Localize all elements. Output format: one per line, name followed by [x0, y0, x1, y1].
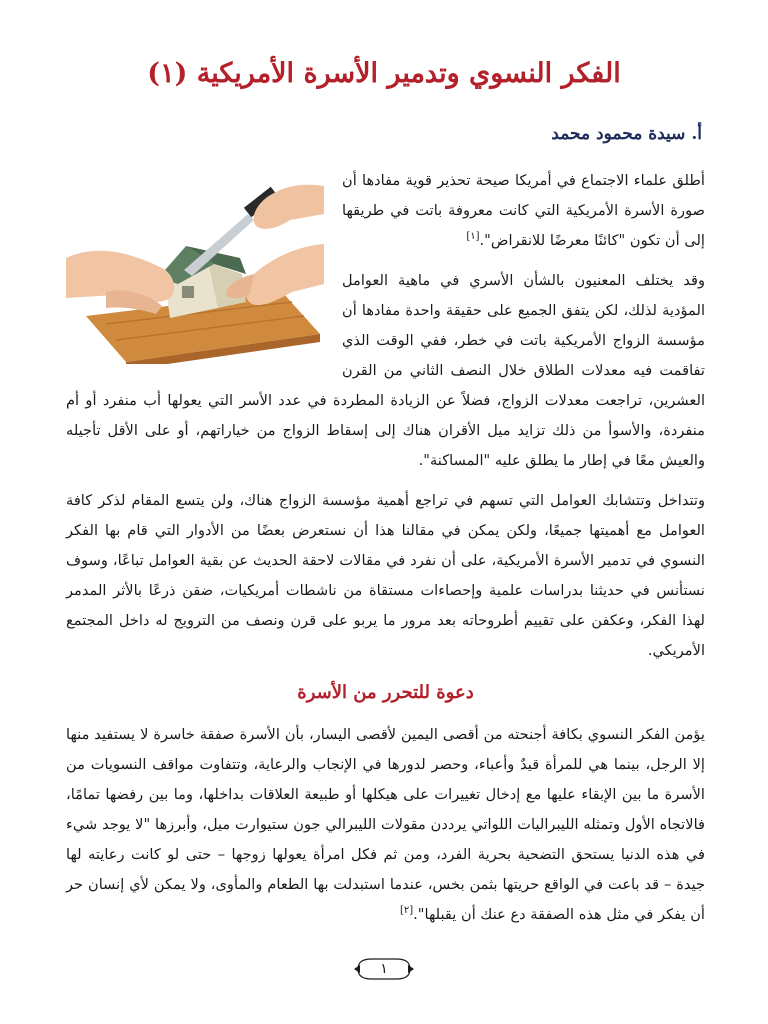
paragraph-2: وقد يختلف المعنيون بالشأن الأسري في ماهية العوامل المؤدية لذلك، لكن يتفق الجميع على حقيقة واحدة مفادها أن مؤسسة الزواج الأمريكية باتت في خطر، ففي الوقت الذي تفاقمت فيه معدلات الطلاق خلال النصف الثاني من القرن العشرين، تراجعت معدلات الزواج، فضلاً عن الزيادة المطردة في عدد الأسر التي يعولها أب منفرد أو أم منفردة، والأسوأ من ذلك تزايد ميل الأقران هناك إلى إسقاط الزواج من خياراتهم، أو على الأقل تأجيله والعيش معًا في إطار ما يطلق عليه "المساكنة". [66, 272, 705, 469]
footnote-ref-1[interactable]: [١] [466, 231, 480, 243]
page-number: ١ [380, 961, 388, 977]
section-heading: دعوة للتحرر من الأسرة [297, 682, 474, 703]
paragraph-4: يؤمن الفكر النسوي بكافة أجنحته من أقصى اليمين لأقصى اليسار، بأن الأسرة صفقة خاسرة لا يستفيد منها إلا الرجل، بينما هي للمرأة قيدٌ وأعباء، وحصر لدورها في الإنجاب والرعاية، وتتفاوت مواقف النسويات من الأسرة ما بين الإبقاء عليها مع إدخال تغييرات على هيكلها أو طبيعة العلاقات بداخلها، وما بين رفضها تمامًا، فالاتجاه الأول وتمثله الليبراليات اللواتي يرددن مقولات الليبرالي جون ستيوارت ميل، وأبرزها "لا يوجد شيء في هذه الدنيا يستحق التضحية بحرية الفرد، ومن ثم فكل امرأة يعولها زوجها – حتى لو كانت رعايته لها جيدة – قد باعت في الواقع حريتها بثمن بخس، عندما استبدلت بها الطعام والمأوى، ولا يمكن لأي إنسان حر أن يفكر في مثل هذه الصفقة دع عنك أن يقبلها".[٢] [66, 726, 705, 923]
article-title: الفكر النسوي وتدمير الأسرة الأمريكية (١) [147, 58, 621, 89]
page-number-container [0, 956, 768, 982]
article-body [66, 166, 705, 940]
page-number-ornament [354, 956, 414, 982]
paragraph-1: أطلق علماء الاجتماع في أمريكا صيحة تحذير قوية مفادها أن صورة الأسرة الأمريكية التي كانت معروفة باتت في طريقها إلى أن تكون "كائنًا معرضًا للانقراض".[١] [342, 172, 705, 249]
footnote-ref-2[interactable]: [٢] [399, 905, 414, 917]
paragraph-3: وتتداخل وتتشابك العوامل التي تسهم في تراجع أهمية مؤسسة الزواج هناك، ولن يتسع المقام لذكر كافة العوامل مع أهميتها جميعًا، ولكن يمكن في مقالنا هذا أن نستعرض بعضًا من الأدوار التي قام بها الفكر النسوي في تدمير الأسرة الأمريكية، على أن نفرد في مقالات لاحقة الحديث عن بقية العوامل تباعًا، وسوف نستأنس في حديثنا بدراسات علمية وإحصاءات مستقاة من ناشطات أمريكيات، ضقن ذرعًا بالأثر المدمر لهذا الفكر، وعكفن على تقييم أطروحاته بعد مرور ما يربو على قرن ونصف من الترويج له داخل المجتمع الأمريكي. [66, 492, 705, 659]
hands-cutting-house-image [66, 174, 324, 364]
author-byline: أ. سيدة محمود محمد [551, 124, 702, 144]
